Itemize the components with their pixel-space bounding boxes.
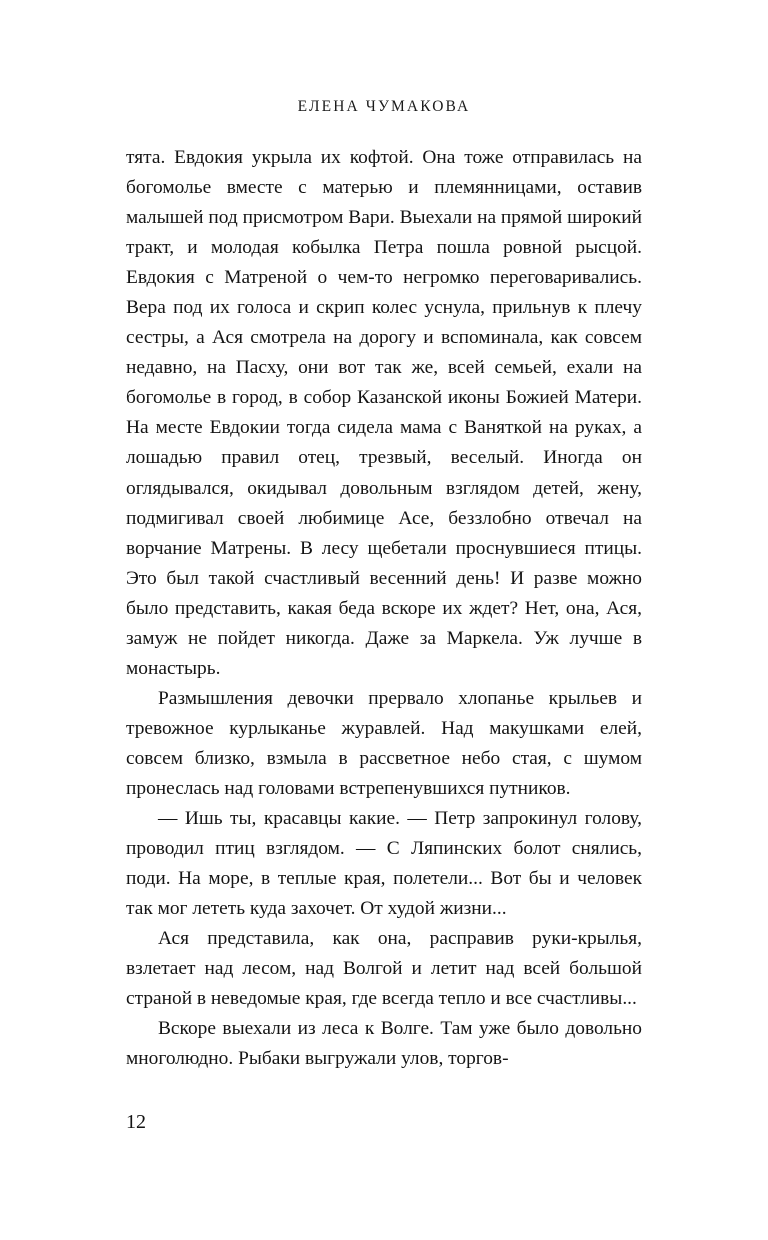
- paragraph: Размышления девочки прервало хлопанье крыльев и тревожное курлыканье журавлей. Над макушками елей, совсем близко, взмыла в рассветное небо стая, с шумом пронеслась над головами встрепенувшихся путников.: [126, 687, 642, 799]
- paragraph: — Ишь ты, красавцы какие. — Петр запрокинул голову, проводил птиц взглядом. — С Ляпинских болот снялись, поди. На море, в теплые края, полетели... Вот бы и человек так мог лететь куда захочет. От худой жизни...: [126, 808, 642, 920]
- paragraph: Вскоре выехали из леса к Волге. Там уже было довольно многолюдно. Рыбаки выгружали улов, торгов-: [126, 1018, 642, 1070]
- body-text-column: [126, 143, 642, 1074]
- running-head-author: ЕЛЕНА ЧУМАКОВА: [297, 98, 471, 115]
- page-number: 12: [126, 1111, 146, 1133]
- paragraph: Ася представила, как она, расправив руки-крылья, взлетает над лесом, над Волгой и летит над всей большой страной в неведомые края, где всегда тепло и все счастливы...: [126, 928, 642, 1010]
- paragraph: тята. Евдокия укрыла их кофтой. Она тоже отправилась на богомолье вместе с матерью и племянницами, оставив малышей под присмотром Вари. Выехали на прямой широкий тракт, и молодая кобылка Петра пошла ровной рысцой. Евдокия с Матреной о чем-то негромко переговаривались. Вера под их голоса и скрип колес уснула, прильнув к плечу сестры, а Ася смотрела на дорогу и вспоминала, как совсем недавно, на Пасху, они вот так же, всей семьей, ехали на богомолье в город, в собор Казанской иконы Божией Матери. На месте Евдокии тогда сидела мама с Ваняткой на руках, а лошадью правил отец, трезвый, веселый. Иногда он оглядывался, окидывал довольным взглядом детей, жену, подмигивал своей любимице Асе, беззлобно отвечал на ворчание Матрены. В лесу щебетали проснувшиеся птицы. Это был такой счастливый весенний день! И разве можно было представить, какая беда вскоре их ждет? Нет, она, Ася, замуж не пойдет никогда. Даже за Маркела. Уж лучше в монастырь.: [126, 147, 642, 679]
